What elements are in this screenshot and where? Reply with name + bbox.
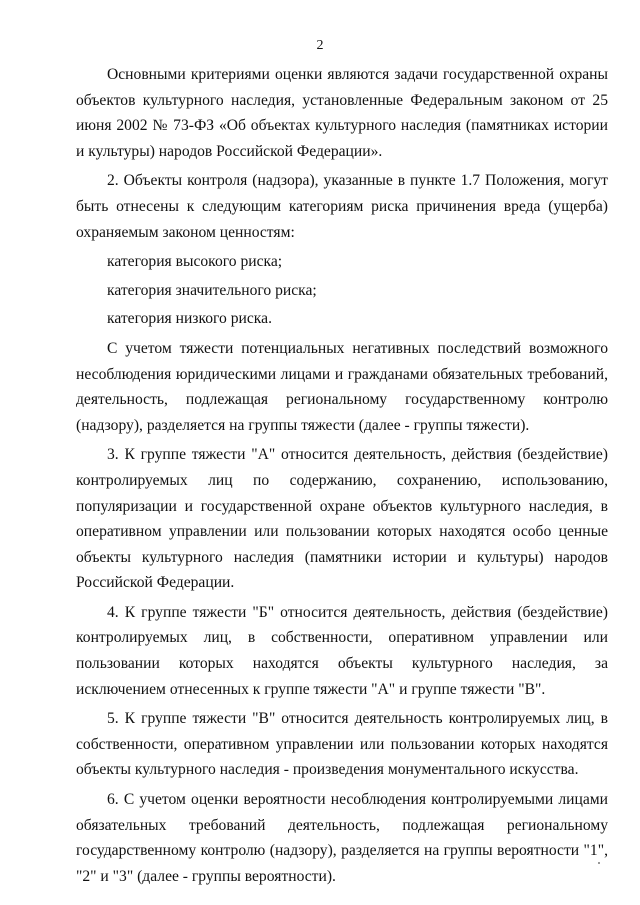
- paragraph-group-v: 5. К группе тяжести "В" относится деятельность контролируемых лиц, в собственности, оперативном управлении или пользовании которых находятся объекты культурного наследия - произведения монументального искусства.: [76, 710, 608, 779]
- scan-speck: [598, 862, 600, 864]
- document-body: [76, 62, 608, 889]
- paragraph-severity-groups: С учетом тяжести потенциальных негативных последствий возможного несоблюдения юридическими лицами и гражданами обязательных требований, деятельность, подлежащая региональному государственному контролю (надзору), разделяется на группы тяжести (далее - группы тяжести).: [76, 339, 608, 434]
- paragraph-group-a: 3. К группе тяжести "А" относится деятельность, действия (бездействие) контролируемых лиц по содержанию, сохранению, использованию, популяризации и государственной охране объектов культурного наследия, в оперативном управлении или пользовании которых находятся особо ценные объекты культурного наследия (памятники истории и культуры) народов Российской Федерации.: [76, 446, 608, 592]
- page-number: 2: [316, 38, 324, 53]
- paragraph-objects-of-control: 2. Объекты контроля (надзора), указанные в пункте 1.7 Положения, могут быть отнесены к следующим категориям риска причинения вреда (ущерба) охраняемым законом ценностям:: [76, 172, 608, 241]
- risk-category-list: [76, 249, 608, 332]
- paragraph-probability-groups: 6. С учетом оценки вероятности несоблюдения контролируемыми лицами обязательных требований деятельность, подлежащая региональному государственному контролю (надзору), разделяется на группы вероятности "1", "2" и "3" (далее - группы вероятности).: [76, 791, 608, 885]
- paragraph-group-b: 4. К группе тяжести "Б" относится деятельность, действия (бездействие) контролируемых лиц, в собственности, оперативном управлении или пользовании которых находятся объекты культурного наследия, за исключением отнесенных к группе тяжести "А" и группе тяжести "В".: [76, 603, 608, 698]
- risk-category-low: категория низкого риска.: [107, 310, 272, 328]
- risk-category-significant: категория значительного риска;: [107, 281, 317, 299]
- paragraph-criteria: Основными критериями оценки являются задачи государственной охраны объектов культурного наследия, установленные Федеральным законом от 25 июня 2002 № 73-ФЗ «Об объектах культурного наследия (памятниках истории и культуры) народов Российской Федерации».: [76, 66, 608, 160]
- risk-category-high: категория высокого риска;: [107, 253, 283, 271]
